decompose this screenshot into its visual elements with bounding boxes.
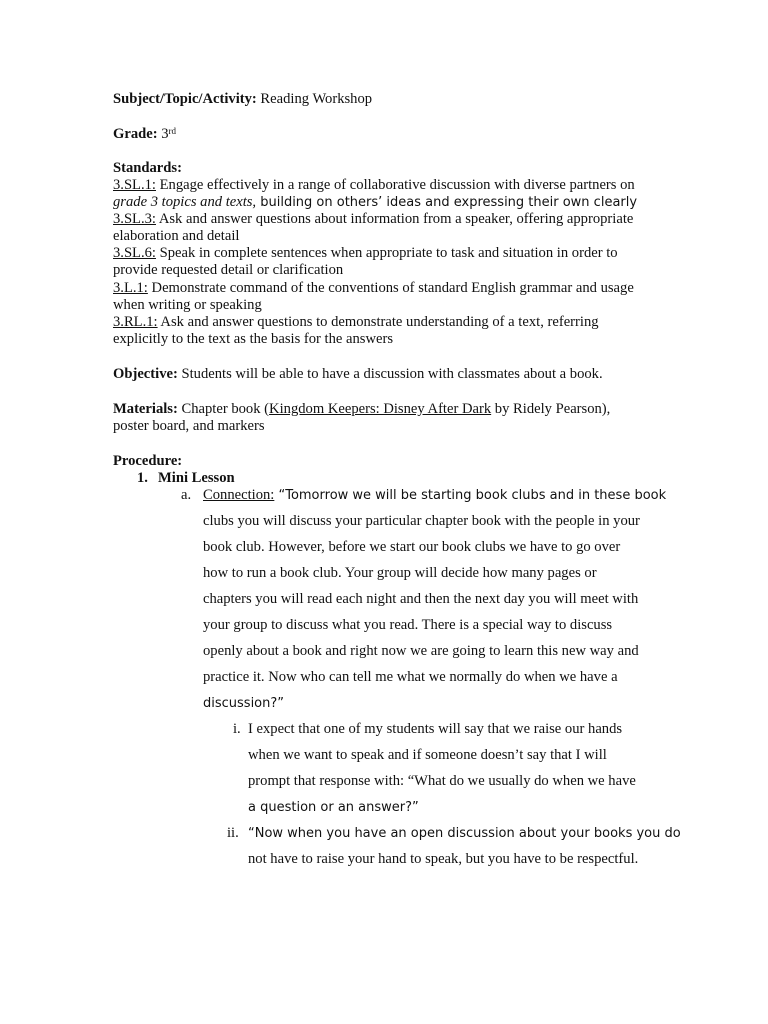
standard-italic-text: grade 3 topics and texts, bbox=[113, 194, 257, 210]
standard-code: 3.L.1: bbox=[113, 280, 148, 296]
sub-i-line-2: when we want to speak and if someone doesn’t say that I will bbox=[248, 747, 607, 763]
connection-line-6: your group to discuss what you read. There is a special way to discuss bbox=[203, 617, 613, 633]
grade-value: 3 bbox=[157, 126, 169, 142]
grade-label: Grade: bbox=[113, 126, 158, 142]
sub-a-marker: a. bbox=[181, 487, 192, 503]
objective-label: Objective: bbox=[113, 366, 178, 382]
connection-line-2: clubs you will discuss your particular chapter book with the people in your bbox=[203, 513, 640, 529]
standard-rl1-line2: explicitly to the text as the basis for the answers bbox=[113, 331, 394, 347]
standard-code: 3.SL.3: bbox=[113, 211, 156, 227]
connection-line-1 bbox=[203, 487, 666, 504]
objective-text: Students will be able to have a discussion with classmates about a book. bbox=[177, 366, 603, 382]
standard-text: Engage effectively in a range of collaborative discussion with diverse partners on bbox=[155, 177, 635, 193]
subject-label: Subject/Topic/Activity: bbox=[113, 91, 257, 107]
grade-line bbox=[113, 126, 176, 143]
book-title: Kingdom Keepers: Disney After Dark bbox=[269, 401, 492, 417]
connection-line-5: chapters you will read each night and then the next day you will meet with bbox=[203, 591, 639, 607]
standard-rl1-line1 bbox=[113, 314, 599, 331]
standard-text: building on others’ ideas and expressing their own clearly bbox=[256, 195, 638, 210]
standard-sl1-line1 bbox=[113, 177, 635, 194]
sub-ii-line-1: “Now when you have an open discussion about your books you do bbox=[248, 826, 681, 841]
objective-line bbox=[113, 366, 603, 383]
standard-l1-line1 bbox=[113, 280, 634, 297]
subject-line bbox=[113, 91, 372, 108]
connection-line-7: openly about a book and right now we are going to learn this new way and bbox=[203, 643, 639, 659]
standard-code: 3.SL.1: bbox=[113, 177, 156, 193]
materials-text: Chapter book ( bbox=[177, 401, 270, 417]
sub-i-line-3: prompt that response with: “What do we usually do when we have bbox=[248, 773, 636, 789]
standard-l1-line2: when writing or speaking bbox=[113, 297, 262, 313]
standards-heading: Standards: bbox=[113, 160, 182, 176]
sub-i-line-4: a question or an answer?” bbox=[248, 800, 419, 815]
sub-i-marker: i. bbox=[233, 721, 241, 737]
sub-ii-line-2: not have to raise your hand to speak, but you have to be respectful. bbox=[248, 851, 639, 867]
standard-text: Ask and answer questions to demonstrate understanding of a text, referring bbox=[157, 314, 599, 330]
standard-text: Demonstrate command of the conventions of standard English grammar and usage bbox=[147, 280, 634, 296]
sub-ii-marker: ii. bbox=[227, 825, 239, 841]
sub-i-line-1: I expect that one of my students will say that we raise our hands bbox=[248, 721, 623, 737]
materials-text: by Ridely Pearson), bbox=[491, 401, 611, 417]
step-1-number: 1. bbox=[137, 470, 148, 486]
connection-line-3: book club. However, before we start our book clubs we have to go over bbox=[203, 539, 621, 555]
standard-sl6-line1 bbox=[113, 245, 618, 262]
subject-value: Reading Workshop bbox=[256, 91, 373, 107]
connection-line-8: practice it. Now who can tell me what we normally do when we have a bbox=[203, 669, 618, 685]
connection-text: “Tomorrow we will be starting book clubs and in these book bbox=[274, 488, 667, 503]
materials-line2: poster board, and markers bbox=[113, 418, 265, 434]
standard-sl3-line2: elaboration and detail bbox=[113, 228, 240, 244]
connection-line-4: how to run a book club. Your group will decide how many pages or bbox=[203, 565, 597, 581]
step-1-title: Mini Lesson bbox=[158, 470, 235, 486]
standard-sl6-line2: provide requested detail or clarification bbox=[113, 262, 344, 278]
procedure-heading: Procedure: bbox=[113, 453, 183, 469]
standard-code: 3.RL.1: bbox=[113, 314, 158, 330]
materials-line1 bbox=[113, 401, 610, 418]
standard-sl1-line2 bbox=[113, 194, 637, 211]
materials-label: Materials: bbox=[113, 401, 178, 417]
connection-label: Connection: bbox=[203, 487, 275, 503]
grade-superscript: rd bbox=[168, 126, 177, 136]
standard-sl3-line1 bbox=[113, 211, 633, 228]
standard-text: Speak in complete sentences when appropriate to task and situation in order to bbox=[155, 245, 618, 261]
connection-line-9: discussion?” bbox=[203, 696, 285, 711]
standard-text: Ask and answer questions about information from a speaker, offering appropriate bbox=[155, 211, 634, 227]
standard-code: 3.SL.6: bbox=[113, 245, 156, 261]
